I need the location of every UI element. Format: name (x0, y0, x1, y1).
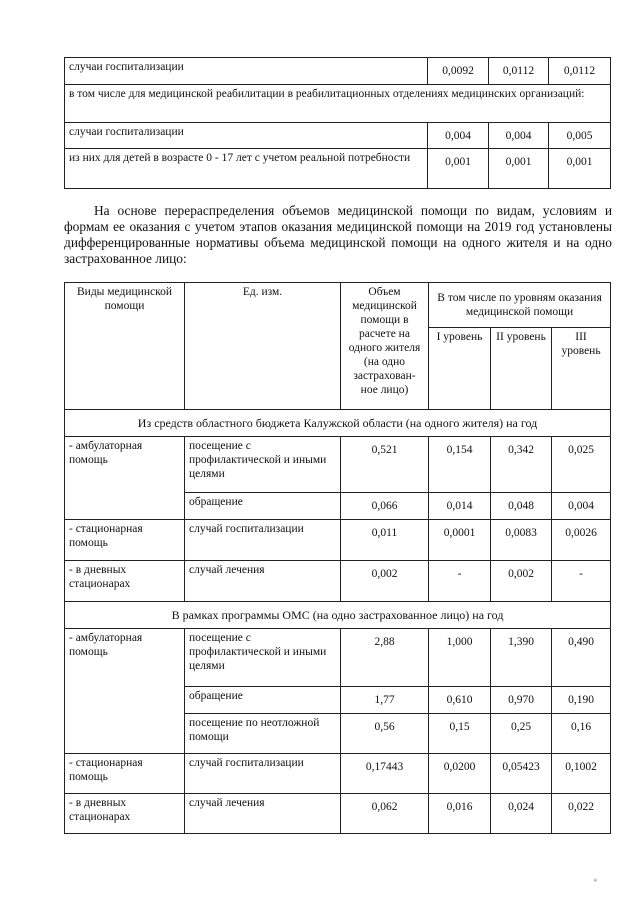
cell-unit: случай лечения (185, 561, 341, 602)
footer-mark: * (593, 877, 598, 887)
cell-unit: обращение (185, 493, 341, 520)
cell-volume: 0,521 (341, 437, 429, 493)
section-row (65, 410, 611, 437)
cell-unit: случай госпитализации (185, 520, 341, 561)
paragraph-text: На основе перераспределения объемов медицинской помощи по видам, условиям и формам ее оказания с учетом этапов оказания медицинской помощи на 2019 год установлены дифференцированные нормативы объема медицинской помощи на одного жителя и на одно застрахованное лицо: (64, 203, 612, 266)
header-unit: Ед. изм. (185, 283, 341, 410)
row-label: случаи госпитализации (65, 123, 428, 149)
header-levels: В том числе по уровням оказания медицинской помощи (429, 283, 611, 328)
cell-unit: случай госпитализации (185, 754, 341, 794)
table-row (65, 520, 611, 561)
header-level-2: II уровень (491, 328, 552, 410)
table-row (65, 437, 611, 493)
cell-level-2: 0,024 (491, 794, 552, 834)
cell-level-3: 0,490 (552, 629, 611, 687)
cell-value: 0,0112 (549, 58, 611, 85)
cell-level-1: 0,016 (429, 794, 491, 834)
cell-volume: 2,88 (341, 629, 429, 687)
body-paragraph (64, 203, 612, 267)
table-row (65, 754, 611, 794)
cell-unit: посещение по неотложной помощи (185, 714, 341, 754)
cell-value: 0,004 (428, 123, 489, 149)
cell-level-2: 0,970 (491, 687, 552, 714)
cell-unit: посещение с профилактической и иными целями (185, 629, 341, 687)
header-level-1: I уровень (429, 328, 491, 410)
cell-volume: 0,002 (341, 561, 429, 602)
cell-level-1: - (429, 561, 491, 602)
cell-level-3: 0,022 (552, 794, 611, 834)
cell-level-2: 0,048 (491, 493, 552, 520)
cell-kind: - в дневных стационарах (65, 561, 185, 602)
cell-volume: 0,062 (341, 794, 429, 834)
header-kind: Виды медицинской помощи (65, 283, 185, 410)
cell-level-1: 0,0200 (429, 754, 491, 794)
cell-level-1: 0,014 (429, 493, 491, 520)
normatives-table (64, 282, 611, 834)
cell-level-2: 0,002 (491, 561, 552, 602)
cell-unit: обращение (185, 687, 341, 714)
row-label: в том числе для медицинской реабилитации в реабилитационных отделениях медицинских организаций: (65, 85, 611, 123)
table-continuation (64, 57, 611, 189)
cell-volume: 0,011 (341, 520, 429, 561)
table-row (65, 58, 611, 85)
cell-value: 0,004 (489, 123, 549, 149)
cell-level-3: - (552, 561, 611, 602)
table-row (65, 123, 611, 149)
table-header-row (65, 283, 611, 328)
cell-level-3: 0,190 (552, 687, 611, 714)
section-title: В рамках программы ОМС (на одно застрахованное лицо) на год (65, 602, 611, 629)
cell-kind: - стационарная помощь (65, 754, 185, 794)
table-row (65, 629, 611, 687)
cell-level-3: 0,1002 (552, 754, 611, 794)
cell-value: 0,005 (549, 123, 611, 149)
cell-level-3: 0,16 (552, 714, 611, 754)
cell-level-2: 0,342 (491, 437, 552, 493)
cell-volume: 0,066 (341, 493, 429, 520)
cell-level-3: 0,0026 (552, 520, 611, 561)
table-row (65, 149, 611, 189)
cell-level-2: 0,0083 (491, 520, 552, 561)
cell-kind: - стационарная помощь (65, 520, 185, 561)
header-level-3: III уровень (552, 328, 611, 410)
cell-volume: 1,77 (341, 687, 429, 714)
section-title: Из средств областного бюджета Калужской области (на одного жителя) на год (65, 410, 611, 437)
cell-value: 0,001 (428, 149, 489, 189)
cell-level-1: 0,0001 (429, 520, 491, 561)
cell-kind: - амбулаторная помощь (65, 437, 185, 520)
cell-value: 0,001 (549, 149, 611, 189)
cell-level-2: 0,05423 (491, 754, 552, 794)
table-row (65, 561, 611, 602)
row-label: из них для детей в возрасте 0 - 17 лет с учетом реальной потребности (65, 149, 428, 189)
cell-volume: 0,56 (341, 714, 429, 754)
row-label: случаи госпитализации (65, 58, 428, 85)
cell-level-2: 0,25 (491, 714, 552, 754)
cell-level-3: 0,025 (552, 437, 611, 493)
cell-kind: - амбулаторная помощь (65, 629, 185, 754)
cell-volume: 0,17443 (341, 754, 429, 794)
table-row (65, 85, 611, 123)
cell-level-1: 1,000 (429, 629, 491, 687)
header-volume: Объем медицинской помощи в расчете на одного жителя (на одно застрахован-ное лицо) (341, 283, 429, 410)
cell-kind: - в дневных стационарах (65, 794, 185, 834)
cell-level-1: 0,610 (429, 687, 491, 714)
cell-level-1: 0,15 (429, 714, 491, 754)
cell-unit: посещение с профилактической и иными целями (185, 437, 341, 493)
cell-value: 0,001 (489, 149, 549, 189)
cell-level-1: 0,154 (429, 437, 491, 493)
cell-level-3: 0,004 (552, 493, 611, 520)
section-row (65, 602, 611, 629)
cell-value: 0,0112 (489, 58, 549, 85)
cell-level-2: 1,390 (491, 629, 552, 687)
cell-value: 0,0092 (428, 58, 489, 85)
table-row (65, 794, 611, 834)
cell-unit: случай лечения (185, 794, 341, 834)
